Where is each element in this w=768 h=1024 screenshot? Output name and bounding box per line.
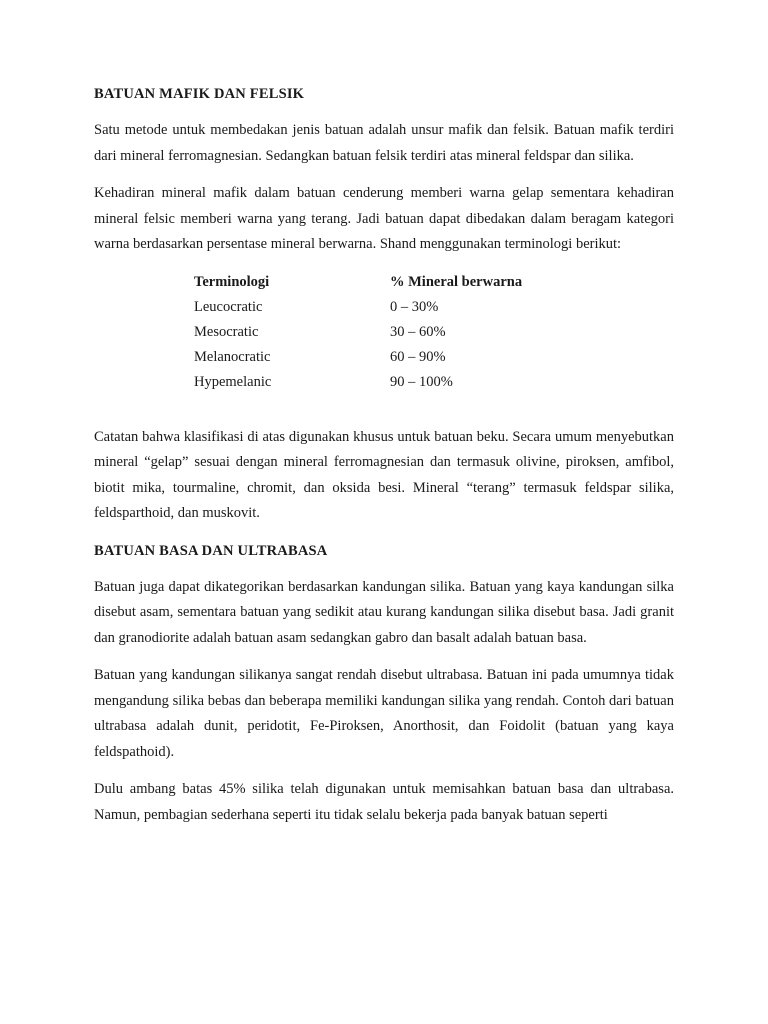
paragraph: Satu metode untuk membedakan jenis batuan adalah unsur mafik dan felsik. Batuan mafik terdiri dari mineral ferromagnesian. Sedangkan batuan felsik terdiri atas mineral feldspar dan silika. (94, 122, 674, 164)
table-row (194, 295, 590, 320)
paragraph: Batuan juga dapat dikategorikan berdasarkan kandungan silika. Batuan yang kaya kandungan silka disebut asam, sementara batuan yang sedikit atau kurang kandungan silika disebut basa. Jadi granit dan granodiorite adalah batuan asam sedangkan gabro dan basalt adalah batuan basa. (94, 578, 674, 646)
paragraph: Kehadiran mineral mafik dalam batuan cenderung memberi warna gelap sementara kehadiran mineral felsic memberi warna yang terang. Jadi batuan dapat dibedakan dalam beragam kategori warna berdasarkan persentase mineral berwarna. Shand menggunakan terminologi berikut: (94, 185, 674, 252)
table-row (194, 345, 590, 370)
table-cell: Leucocratic (194, 298, 263, 315)
table-cell: 30 – 60% (390, 323, 446, 340)
table-cell: 60 – 90% (390, 348, 446, 365)
table-cell: Mesocratic (194, 323, 259, 340)
paragraph: Dulu ambang batas 45% silika telah digunakan untuk memisahkan batuan basa dan ultrabasa. Namun, pembagian sederhana seperti itu tidak selalu bekerja pada banyak batuan seperti (94, 781, 674, 823)
table-header-cell: Terminologi (194, 273, 270, 290)
table-cell: 0 – 30% (390, 298, 439, 315)
table-row (194, 320, 590, 345)
table-cell: 90 – 100% (390, 373, 453, 390)
terminology-table (194, 270, 590, 395)
paragraph: Catatan bahwa klasifikasi di atas digunakan khusus untuk batuan beku. Secara umum menyebutkan mineral “gelap” sesuai dengan mineral ferromagnesian dan termasuk olivine, piroksen, amfibol, biotit mika, tourmaline, chromit, dan oksida besi. Mineral “terang” termasuk feldspar silika, feldsparthoid, dan muskovit. (94, 428, 674, 521)
section-heading-mafik-felsik: BATUAN MAFIK DAN FELSIK (94, 86, 305, 102)
table-header-cell: % Mineral berwarna (390, 273, 523, 290)
table-cell: Melanocratic (194, 348, 271, 365)
table-header-row (194, 270, 590, 295)
table-cell: Hypemelanic (194, 373, 272, 390)
section-heading-basa-ultrabasa: BATUAN BASA DAN ULTRABASA (94, 542, 328, 559)
document-page (94, 84, 674, 840)
paragraph: Batuan yang kandungan silikanya sangat rendah disebut ultrabasa. Batuan ini pada umumnya tidak mengandung silika bebas dan beberapa memiliki kandungan silika yang rendah. Contoh dari batuan ultrabasa adalah dunit, peridotit, Fe-Piroksen, Anorthosit, dan Foidolit (batuan yang kaya feldspathoid). (94, 667, 674, 760)
table-row (194, 370, 590, 395)
